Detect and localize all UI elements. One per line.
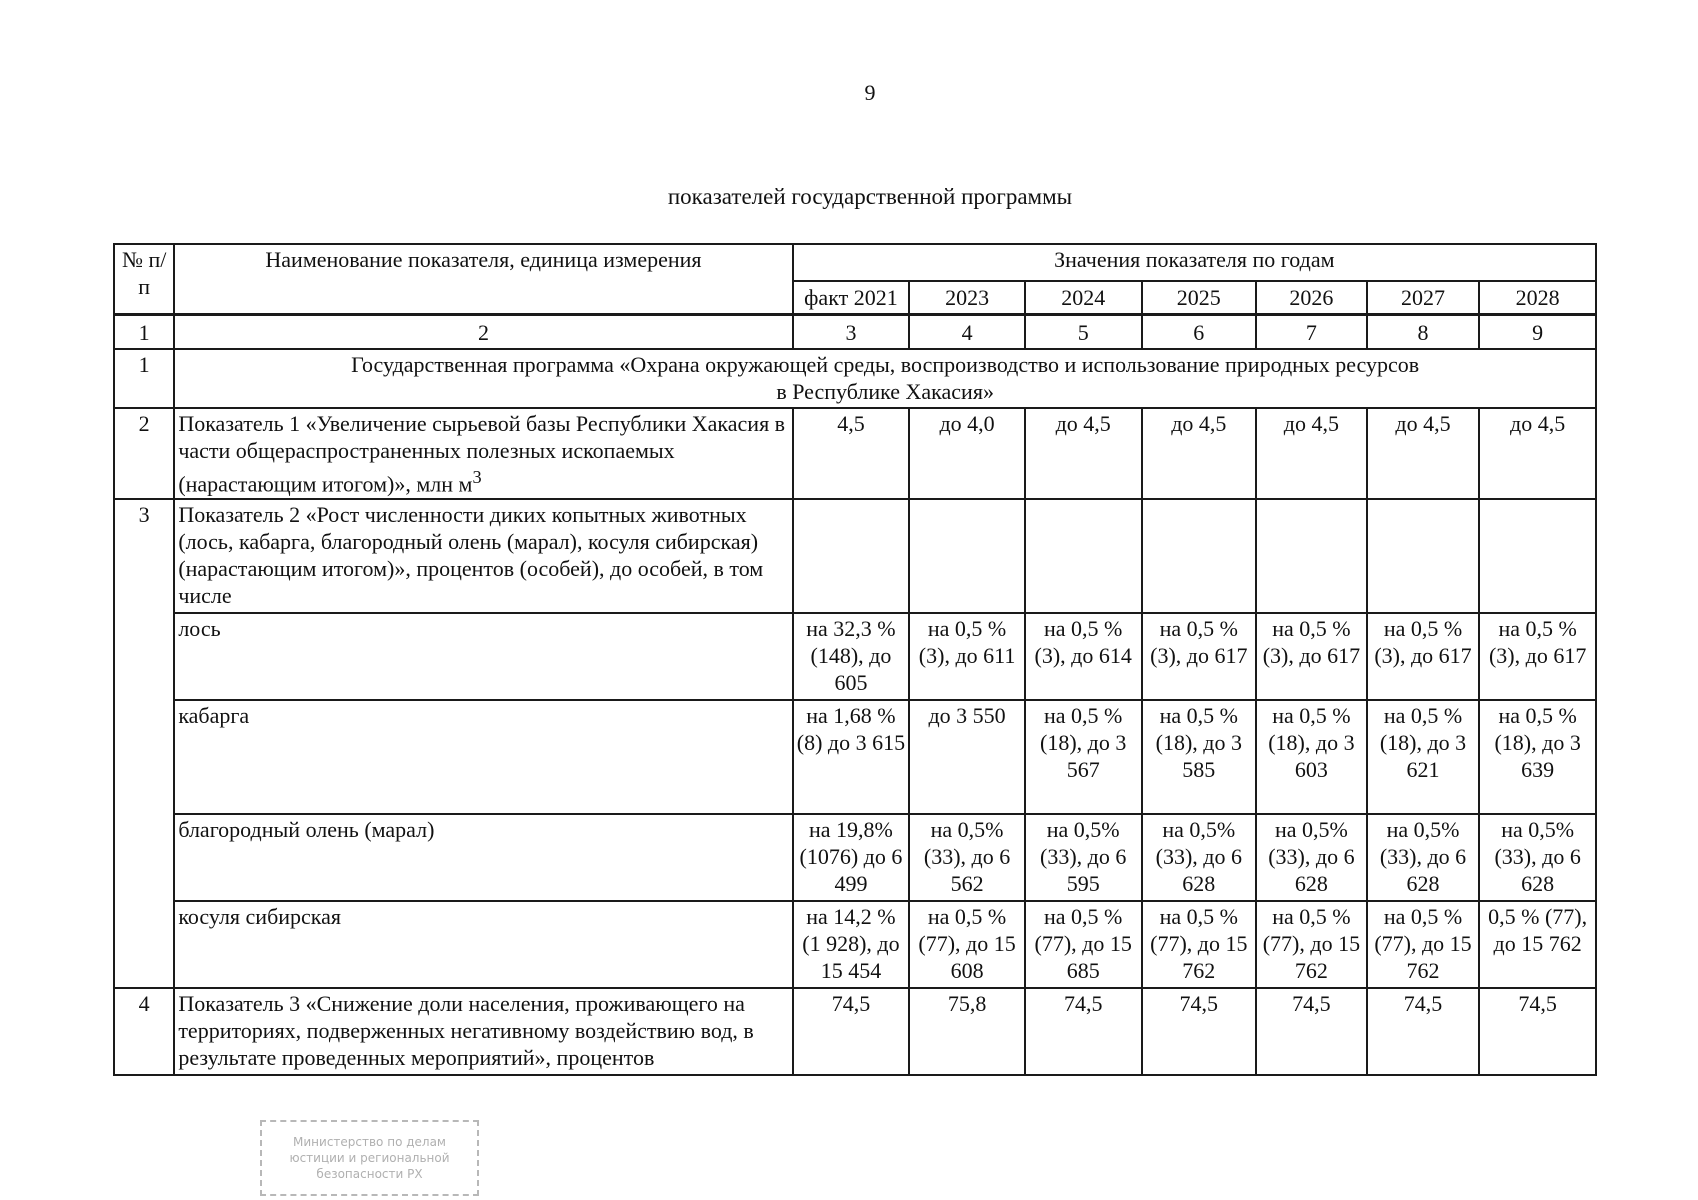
header-values-by-year: Значения показателя по годам <box>793 244 1596 281</box>
indicator-name-text: Показатель 1 «Увеличение сырьевой базы Республики Хакасия в части общераспространенных полезных ископаемых (нарастающим итогом)», млн м <box>178 411 786 497</box>
column-number: 4 <box>909 315 1025 350</box>
program-name-line: Государственная программа «Охрана окружающей среды, воспроизводство и использование природных ресурсов <box>351 352 1420 377</box>
row-number: 2 <box>114 408 174 499</box>
value-cell: на 0,5 % (3), до 617 <box>1142 613 1257 700</box>
column-number: 5 <box>1025 315 1142 350</box>
column-number: 7 <box>1256 315 1367 350</box>
header-year: 2023 <box>909 281 1025 315</box>
program-name <box>174 349 1596 408</box>
value-cell: до 3 550 <box>909 700 1025 814</box>
value-cell <box>1142 499 1257 613</box>
value-cell: до 4,0 <box>909 408 1025 499</box>
document-title: показателей государственной программы <box>667 184 1073 209</box>
value-cell: до 4,5 <box>1256 408 1367 499</box>
value-cell <box>1025 499 1142 613</box>
value-cell: на 19,8% (1076) до 6 499 <box>793 814 910 901</box>
page-number: 9 <box>864 80 876 105</box>
header-year: факт 2021 <box>793 281 910 315</box>
sub-indicator-name: кабарга <box>174 700 792 814</box>
value-cell <box>793 499 910 613</box>
value-cell: на 0,5 % (3), до 617 <box>1256 613 1367 700</box>
value-cell: на 14,2 % (1 928), до 15 454 <box>793 901 910 988</box>
indicator-name <box>174 408 792 499</box>
value-cell: на 0,5% (33), до 6 595 <box>1025 814 1142 901</box>
stamp-line: юстиции и региональной <box>289 1151 450 1165</box>
column-number-row <box>114 315 1596 350</box>
sub-indicator-row <box>114 901 1596 988</box>
value-cell: до 4,5 <box>1479 408 1596 499</box>
header-year: 2024 <box>1025 281 1142 315</box>
sub-indicator-name: благородный олень (марал) <box>174 814 792 901</box>
value-cell: на 0,5% (33), до 6 562 <box>909 814 1025 901</box>
header-year: 2028 <box>1479 281 1596 315</box>
value-cell: 75,8 <box>909 988 1025 1075</box>
value-cell <box>1256 499 1367 613</box>
indicators-table <box>113 243 1597 1076</box>
column-number: 2 <box>174 315 792 350</box>
column-number: 6 <box>1142 315 1257 350</box>
value-cell: на 0,5 % (3), до 617 <box>1479 613 1596 700</box>
value-cell <box>1479 499 1596 613</box>
indicator-row <box>114 988 1596 1075</box>
value-cell: до 4,5 <box>1367 408 1480 499</box>
value-cell: 74,5 <box>1142 988 1257 1075</box>
stamp-line: безопасности РХ <box>316 1167 423 1181</box>
value-cell: на 0,5% (33), до 6 628 <box>1367 814 1480 901</box>
value-cell: на 0,5 % (18), до 3 585 <box>1142 700 1257 814</box>
value-cell: на 0,5 % (77), до 15 762 <box>1142 901 1257 988</box>
value-cell: на 0,5 % (18), до 3 603 <box>1256 700 1367 814</box>
value-cell: до 4,5 <box>1025 408 1142 499</box>
registration-stamp <box>260 1120 479 1196</box>
header-row <box>114 244 1596 281</box>
value-cell: на 0,5 % (3), до 614 <box>1025 613 1142 700</box>
value-cell: на 0,5 % (18), до 3 639 <box>1479 700 1596 814</box>
value-cell: на 0,5 % (77), до 15 608 <box>909 901 1025 988</box>
column-number: 9 <box>1479 315 1596 350</box>
column-number: 1 <box>114 315 174 350</box>
program-row <box>114 349 1596 408</box>
program-name-line: в Республике Хакасия» <box>776 379 994 404</box>
header-num: № п/п <box>114 244 174 315</box>
value-cell: на 0,5 % (77), до 15 685 <box>1025 901 1142 988</box>
value-cell: до 4,5 <box>1142 408 1257 499</box>
header-year: 2025 <box>1142 281 1257 315</box>
indicator-name: Показатель 2 «Рост численности диких копытных животных (лось, кабарга, благородный олень (марал), косуля сибирская) (нарастающим итогом)», процентов (особей), до особей, в том числе <box>174 499 792 613</box>
header-indicator-name: Наименование показателя, единица измерения <box>174 244 792 315</box>
row-number: 1 <box>114 349 174 408</box>
value-cell: на 0,5 % (18), до 3 621 <box>1367 700 1480 814</box>
value-cell: 74,5 <box>1479 988 1596 1075</box>
column-number: 3 <box>793 315 910 350</box>
value-cell <box>909 499 1025 613</box>
value-cell <box>1367 499 1480 613</box>
header-year: 2027 <box>1367 281 1480 315</box>
stamp-line: Министерство по делам <box>293 1135 446 1149</box>
indicator-name: Показатель 3 «Снижение доли населения, проживающего на территориях, подверженных негативному воздействию вод, в результате проведенных мероприятий», процентов <box>174 988 792 1075</box>
value-cell: на 32,3 % (148), до 605 <box>793 613 910 700</box>
value-cell: 0,5 % (77), до 15 762 <box>1479 901 1596 988</box>
value-cell: на 0,5 % (77), до 15 762 <box>1256 901 1367 988</box>
value-cell: на 1,68 % (8) до 3 615 <box>793 700 910 814</box>
sub-indicator-name: косуля сибирская <box>174 901 792 988</box>
column-number: 8 <box>1367 315 1480 350</box>
value-cell: на 0,5 % (77), до 15 762 <box>1367 901 1480 988</box>
value-cell: на 0,5 % (18), до 3 567 <box>1025 700 1142 814</box>
value-cell: 74,5 <box>1256 988 1367 1075</box>
row-number: 4 <box>114 988 174 1075</box>
header-year: 2026 <box>1256 281 1367 315</box>
value-cell: на 0,5% (33), до 6 628 <box>1142 814 1257 901</box>
value-cell: 4,5 <box>793 408 910 499</box>
value-cell: 74,5 <box>1367 988 1480 1075</box>
value-cell: на 0,5 % (3), до 611 <box>909 613 1025 700</box>
sub-indicator-row <box>114 700 1596 814</box>
row-number: 3 <box>114 499 174 988</box>
indicator-row <box>114 499 1596 613</box>
value-cell: на 0,5% (33), до 6 628 <box>1256 814 1367 901</box>
sub-indicator-row <box>114 613 1596 700</box>
unit-superscript: 3 <box>472 467 482 487</box>
value-cell: на 0,5 % (3), до 617 <box>1367 613 1480 700</box>
value-cell: 74,5 <box>1025 988 1142 1075</box>
value-cell: 74,5 <box>793 988 910 1075</box>
indicator-row <box>114 408 1596 499</box>
sub-indicator-name: лось <box>174 613 792 700</box>
value-cell: на 0,5% (33), до 6 628 <box>1479 814 1596 901</box>
sub-indicator-row <box>114 814 1596 901</box>
